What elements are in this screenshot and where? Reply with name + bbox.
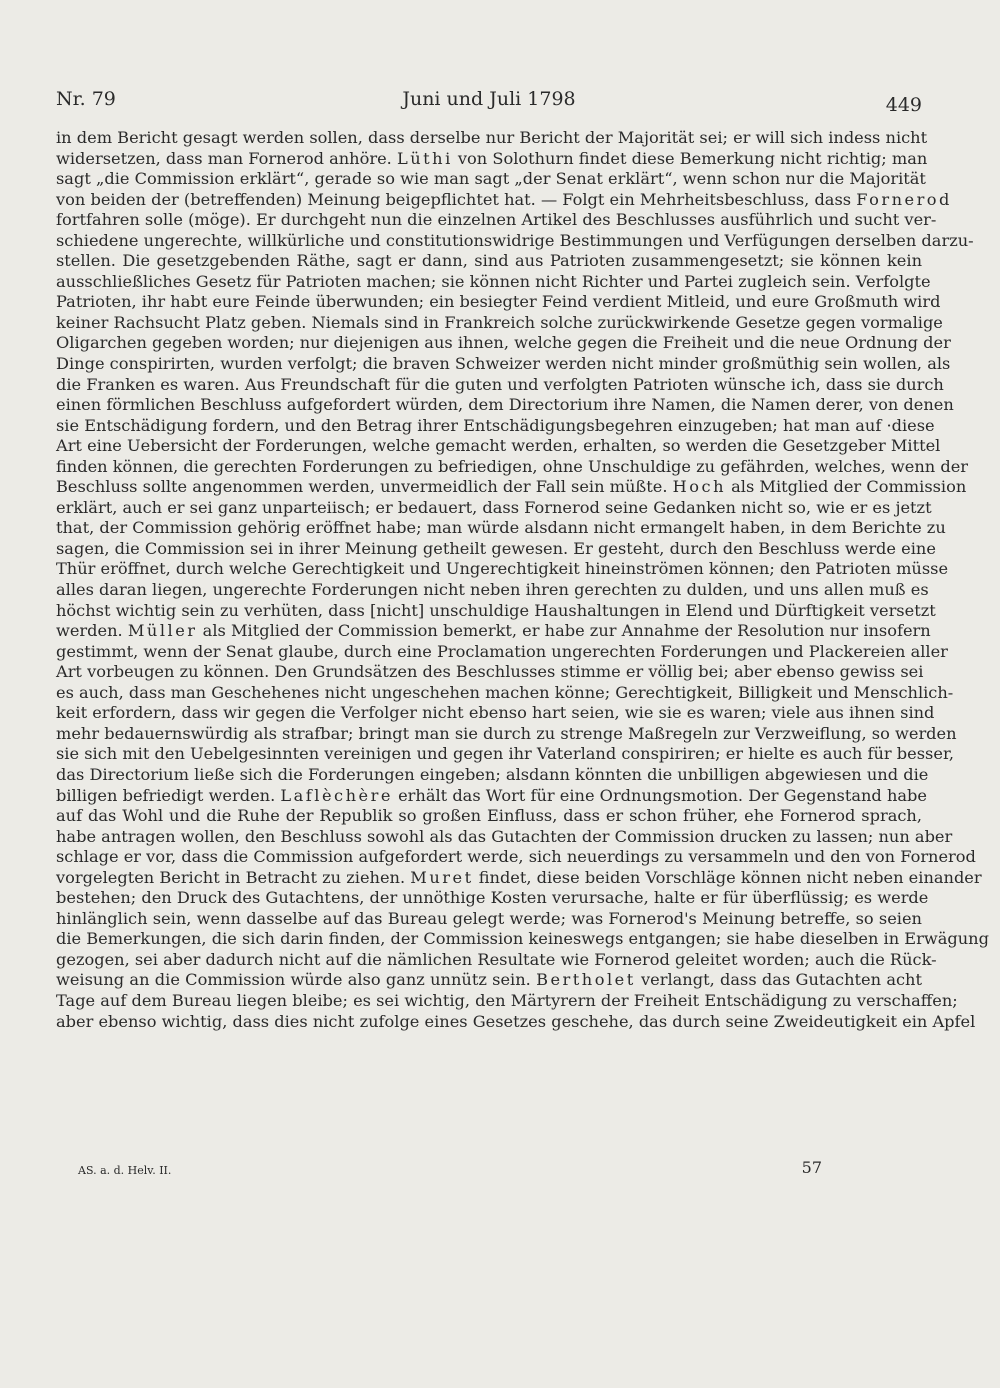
text-line — [56, 703, 935, 724]
text-run: die Bemerkungen, die sich darin finden, der Commission keineswegs entgangen; sie habe dieselben in Erwägung — [56, 929, 989, 949]
text-line — [56, 662, 922, 683]
text-run: in dem Bericht gesagt werden sollen, dass derselbe nur Bericht der Majorität sei; er will sich indess nicht — [56, 128, 928, 147]
text-line — [56, 867, 982, 889]
text-line — [56, 333, 951, 354]
text-line — [56, 806, 922, 827]
text-run: Patrioten, ihr habt eure Feinde überwunden; ein besiegter Feind verdient Mitleid, und eure Großmuth wird — [56, 292, 941, 312]
text-run: erhält das Wort für eine Ordnungsmotion. Der Gegenstand habe — [392, 785, 927, 805]
text-line — [56, 723, 957, 745]
text-run: das Directorium ließe sich die Forderungen eingeben; alsdann könnten die unbilligen abgewiesen und die — [56, 764, 929, 784]
text-run: fortfahren solle (möge). Er durchgeht nun die einzelnen Artikel des Beschlusses ausführlich und sucht ver- — [56, 210, 937, 230]
text-line — [56, 600, 936, 622]
text-line — [56, 374, 944, 396]
text-run: weisung an die Commission würde also ganz unnütz sein. — [56, 970, 537, 990]
text-line — [56, 436, 941, 457]
text-line — [56, 580, 929, 601]
speaker-name: Bertholet — [536, 970, 636, 990]
text-line — [56, 497, 932, 519]
page-footer — [78, 1158, 822, 1182]
text-run: widersetzen, dass man Fornerod anhöre. — [56, 148, 397, 168]
text-line — [56, 210, 937, 231]
text-line — [56, 169, 926, 190]
text-run: es auch, dass man Geschehenes nicht ungeschehen machen könne; Gerechtigkeit, Billigkeit und Menschlich- — [56, 682, 954, 702]
speaker-name: Muret — [410, 867, 474, 887]
running-title: Juni und Juli 1798 — [402, 88, 576, 110]
text-run: sie sich mit den Uebelgesinnten vereinigen und gegen ihr Vaterland conspiriren; er hielte es auch für besser, — [56, 744, 955, 764]
text-run: von beiden der (betreffenden) Meinung beigepflichtet hat. — Folgt ein Mehrheitsbeschluss, dass — [56, 189, 857, 209]
text-line — [56, 456, 969, 478]
speaker-name: Fornerod — [856, 189, 952, 209]
text-line — [56, 641, 948, 663]
speaker-name: Laflèchère — [280, 785, 393, 805]
text-run: stellen. Die gesetzgebenden Räthe, sagt er dann, sind aus Patrioten zusammengesetzt; sie können kein — [56, 251, 922, 271]
text-run: auf das Wohl und die Ruhe der Republik so großen Einfluss, dass er schon früher, ehe Fornerod sprach, — [56, 806, 922, 826]
text-run: verlangt, dass das Gutachten acht — [635, 970, 922, 990]
text-run: Thür eröffnet, durch welche Gerechtigkeit und Ungerechtigkeit hineinströmen können; den Patrioten müsse — [56, 559, 949, 579]
text-run: Tage auf dem Bureau liegen bleibe; es sei wichtig, den Märtyrern der Freiheit Entschädigung zu verschaffen; — [56, 990, 958, 1010]
text-line — [56, 888, 929, 909]
text-run: die Franken es waren. Aus Freundschaft für die guten und verfolgten Patrioten wünsche ich, dass sie durch — [56, 374, 944, 394]
text-run: keit erfordern, dass wir gegen die Verfolger nicht ebenso hart seien, wie sie es waren; viele aus ihnen sind — [56, 703, 935, 723]
text-line — [56, 292, 941, 313]
text-run: gezogen, sei aber dadurch nicht auf die nämlichen Resultate wie Fornerod geleitet worden; auch die Rück- — [56, 949, 937, 969]
text-line — [56, 1011, 976, 1033]
text-line — [56, 128, 928, 149]
text-run: sagt „die Commission erklärt“, gerade so wie man sagt „der Senat erklärt“, wenn schon nur die Majorität — [56, 169, 926, 189]
text-run: schlage er vor, dass die Commission aufgefordert werde, sich neuerdings zu versammeln und den von Fornerod — [56, 847, 976, 867]
text-run: mehr bedauernswürdig als strafbar; bringt man sie durch zu strenge Maßregeln zur Verzweiflung, so werden — [56, 723, 957, 743]
page-number: 449 — [885, 94, 922, 116]
text-run: alles daran liegen, ungerechte Forderungen nicht neben ihren gerechten zu dulden, und uns allen muß es — [56, 580, 929, 600]
text-run: Art eine Uebersicht der Forderungen, welche gemacht werden, erhalten, so werden die Gesetzgeber Mittel — [56, 436, 941, 456]
text-run: als Mitglied der Commission — [726, 477, 967, 497]
text-line — [56, 415, 935, 437]
text-line — [56, 518, 946, 539]
text-line — [56, 189, 952, 211]
text-run: schiedene ungerechte, willkürliche und constitutionswidrige Bestimmungen und Verfügungen derselben darzu- — [56, 230, 974, 250]
text-run: Oligarchen gegeben worden; nur diejenigen aus ihnen, welche gegen die Freiheit und die neue Ordnung der — [56, 333, 951, 353]
text-run: einen förmlichen Beschluss aufgefordert würden, dem Directorium ihre Namen, die Namen derer, von denen — [56, 395, 954, 415]
text-line — [56, 970, 922, 991]
volume-signature: AS. a. d. Helv. II. — [78, 1164, 172, 1177]
text-line — [56, 929, 989, 950]
text-run: hinlänglich sein, wenn dasselbe auf das Bureau gelegt werde; was Fornerod's Meinung betreffe, so seien — [56, 908, 922, 928]
text-line — [56, 785, 927, 807]
text-line — [56, 354, 951, 375]
text-line — [56, 312, 943, 334]
text-line — [56, 826, 953, 848]
text-line — [56, 847, 976, 868]
text-line — [56, 909, 922, 930]
speaker-name: Müller — [127, 621, 198, 641]
text-line — [56, 395, 954, 416]
speaker-name: Hoch — [672, 477, 726, 497]
text-run: gestimmt, wenn der Senat glaube, durch eine Proclamation ungerechten Forderungen und Plackereien aller — [56, 641, 948, 661]
text-run: billigen befriedigt werden. — [56, 785, 281, 805]
text-line — [56, 621, 931, 642]
text-line — [56, 148, 928, 170]
text-run: werden. — [56, 621, 128, 641]
text-run: sagen, die Commission sei in ihrer Meinung getheilt gewesen. Er gesteht, durch den Beschluss werde eine — [56, 538, 936, 558]
text-run: keiner Rachsucht Platz geben. Niemals sind in Frankreich solche zurückwirkende Gesetze gegen vormalige — [56, 312, 943, 332]
speaker-name: Lüthi — [396, 148, 453, 168]
text-run: findet, diese beiden Vorschläge können nicht neben einander — [473, 867, 982, 887]
text-run: Beschluss sollte angenommen werden, unvermeidlich der Fall sein müßte. — [56, 477, 673, 497]
text-run: höchst wichtig sein zu verhüten, dass [nicht] unschuldige Haushaltungen in Elend und Dürftigkeit versetzt — [56, 600, 936, 620]
text-line — [56, 251, 922, 272]
body-text — [56, 128, 989, 1032]
text-run: that, der Commission gehörig eröffnet habe; man würde alsdann nicht ermangelt haben, in dem Berichte zu — [56, 518, 946, 538]
text-line — [56, 538, 936, 560]
text-run: sie Entschädigung fordern, und den Betrag ihrer Entschädigungsbegehren einzugeben; hat man auf ·diese — [56, 415, 935, 435]
document-number: Nr. 79 — [56, 88, 116, 110]
text-line — [56, 764, 929, 786]
text-run: finden können, die gerechten Forderungen zu befriedigen, ohne Unschuldige zu gefährden, welches, wenn der — [56, 456, 969, 476]
text-run: erklärt, auch er sei ganz unparteiisch; er bedauert, dass Fornerod seine Gedanken nicht so, wie er es jetzt — [56, 497, 932, 517]
text-line — [56, 230, 974, 252]
text-run: als Mitglied der Commission bemerkt, er habe zur Annahme der Resolution nur insofern — [197, 621, 931, 641]
text-run: Art vorbeugen zu können. Den Grundsätzen des Beschlusses stimme er völlig bei; aber ebenso gewiss sei — [56, 662, 924, 682]
text-line — [56, 949, 937, 971]
text-run: vorgelegten Bericht in Betracht zu ziehen. — [56, 867, 411, 887]
sheet-number: 57 — [801, 1158, 822, 1177]
page-header — [56, 88, 922, 118]
text-run: Dinge conspirirten, wurden verfolgt; die braven Schweizer werden nicht minder großmüthig sein wollen, als — [56, 354, 951, 374]
text-line — [56, 559, 949, 580]
text-run: bestehen; den Druck des Gutachtens, der unnöthige Kosten verursache, halte er für überflüssig; es werde — [56, 888, 929, 908]
text-run: ausschließliches Gesetz für Patrioten machen; sie können nicht Richter und Partei zugleich sein. Verfolgte — [56, 271, 931, 291]
text-run: von Solothurn findet diese Bemerkung nicht richtig; man — [452, 148, 928, 168]
text-run: aber ebenso wichtig, dass dies nicht zufolge eines Gesetzes geschehe, das durch seine Zweideutigkeit ein Apfel — [56, 1011, 976, 1031]
text-run: habe antragen wollen, den Beschluss sowohl als das Gutachten der Commission drucken zu lassen; nun aber — [56, 826, 953, 846]
text-line — [56, 271, 931, 293]
text-line — [56, 477, 967, 498]
text-line — [56, 744, 955, 765]
text-line — [56, 682, 954, 704]
text-line — [56, 990, 958, 1012]
